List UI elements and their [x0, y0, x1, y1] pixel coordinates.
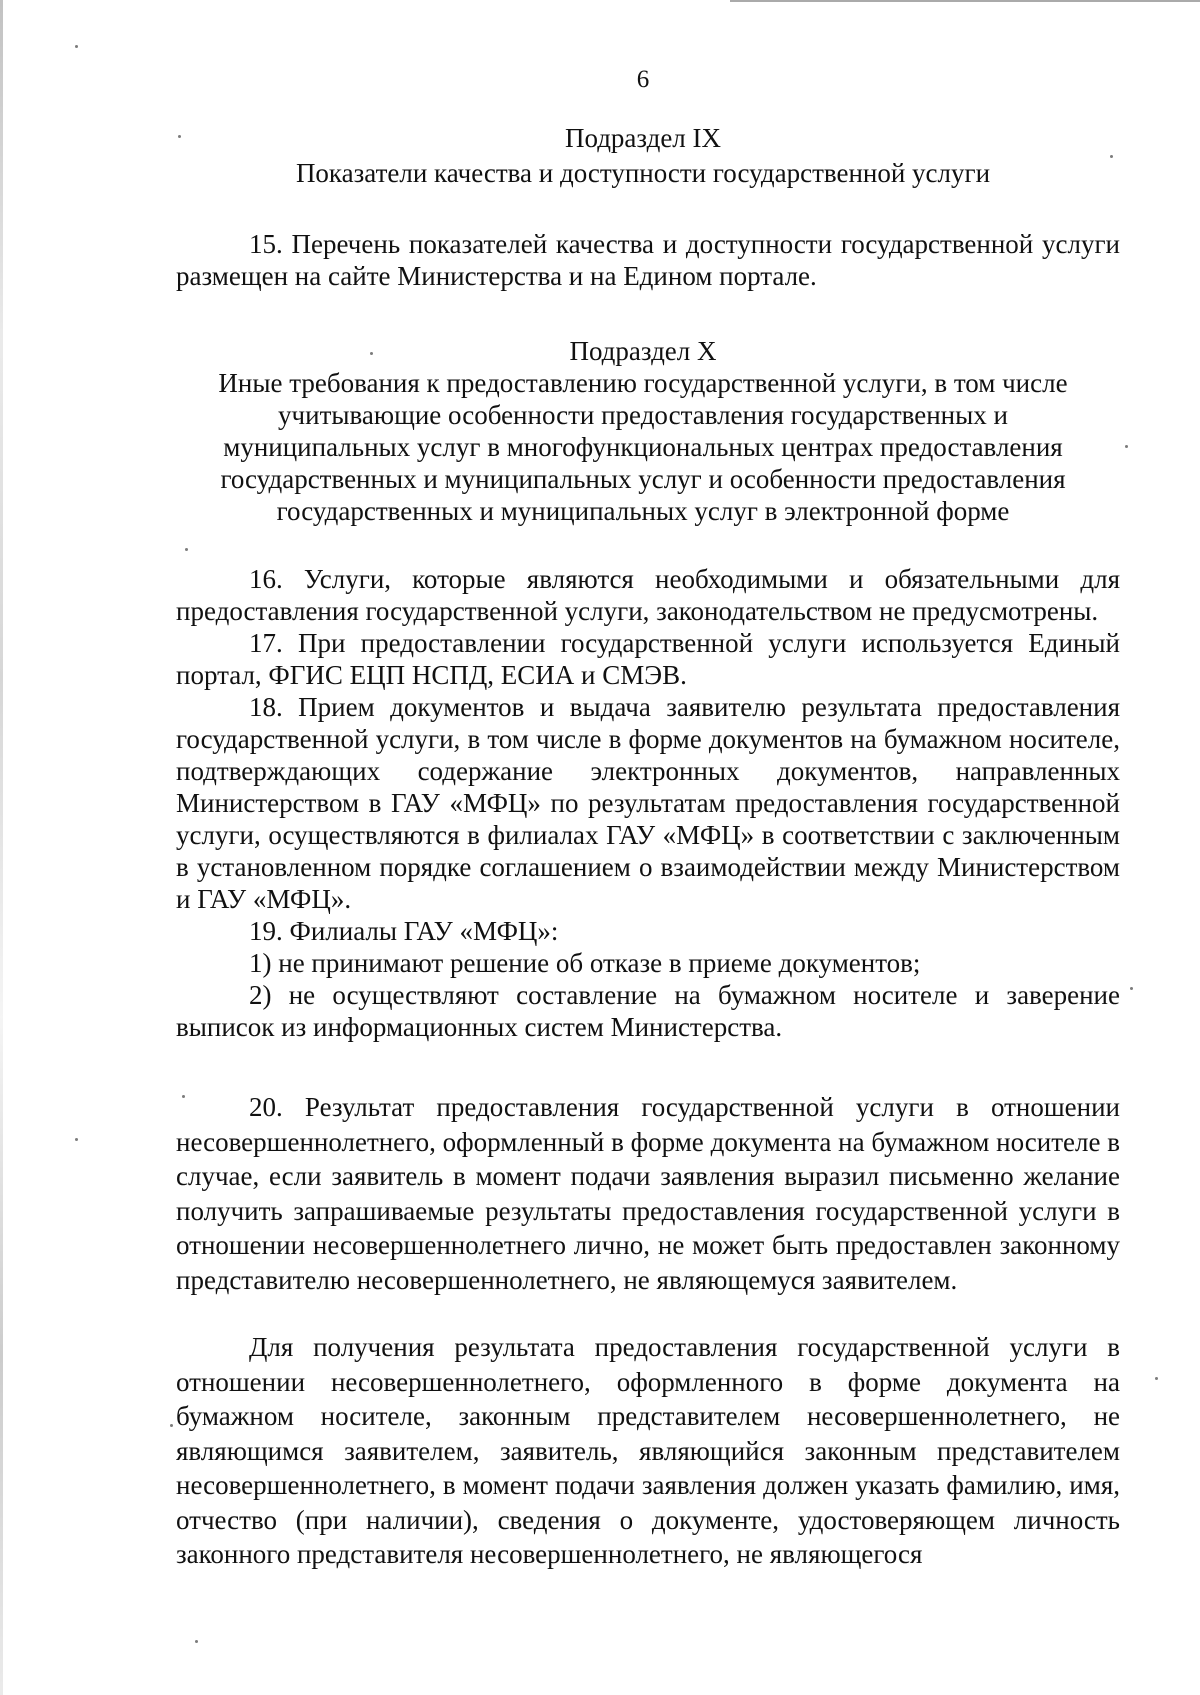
scan-speck: [1155, 1377, 1158, 1380]
paragraph-16: 16. Услуги, которые являются необходимыми и обязательными для предоставления государственной услуги, законодательством не предусмотрены.: [176, 564, 1120, 626]
list-item-19-1: 1) не принимают решение об отказе в приеме документов;: [249, 948, 921, 978]
section-x-heading: Подраздел X: [569, 336, 717, 366]
paragraph-20b-block: [176, 1330, 1120, 1572]
scan-speck: [185, 548, 188, 551]
scan-speck: [370, 352, 373, 355]
scan-edge-left: [0, 0, 3, 1695]
paragraphs-16-19-block: [176, 563, 1120, 1043]
scan-edge-top: [730, 0, 1200, 2]
scan-speck: [1125, 445, 1128, 448]
page-number: 6: [636, 66, 650, 93]
paragraph-20-continuation: Для получения результата предоставления государственной услуги в отношении несовершеннолетнего, оформленного в форме документа на бумажном носителе, законным представителем несовершеннолетнего, не являющимся заявителем, заявитель, являющийся законным представителем несовершеннолетнего, в момент подачи заявления должен указать фамилию, имя, отчество (при наличии), сведения о документе, удостоверяющем личность законного представителя несовершеннолетнего, не являющегося: [176, 1332, 1120, 1569]
section-x-title-line-4: государственных и муниципальных услуг и особенности предоставления: [220, 464, 1066, 494]
scan-speck: [75, 1138, 78, 1141]
scan-speck: [170, 1424, 173, 1427]
paragraph-20: 20. Результат предоставления государственной услуги в отношении несовершеннолетнего, оформленный в форме документа на бумажном носителе в случае, если заявитель в момент подачи заявления выразил письменно желание получить запрашиваемые результаты предоставления государственной услуги в отношении несовершеннолетнего лично, не может быть предоставлен законному представителю несовершеннолетнего, не являющемуся заявителем.: [176, 1092, 1120, 1295]
paragraph-15-block: [176, 228, 1120, 292]
scan-speck: [182, 1095, 185, 1098]
paragraph-15: 15. Перечень показателей качества и доступности государственной услуги размещен на сайте Министерства и на Едином портале.: [176, 229, 1120, 291]
paragraph-20-block: [176, 1090, 1120, 1297]
scan-speck: [178, 135, 181, 138]
paragraph-19: 19. Филиалы ГАУ «МФЦ»:: [249, 916, 559, 946]
scan-speck: [75, 45, 78, 48]
list-item-19-2: 2) не осуществляют составление на бумажном носителе и заверение выписок из информационных систем Министерства.: [176, 980, 1120, 1042]
section-x-title-line-5: государственных и муниципальных услуг в электронной форме: [276, 496, 1010, 526]
scan-speck: [195, 1640, 198, 1643]
paragraph-17: 17. При предоставлении государственной услуги используется Единый портал, ФГИС ЕЦП НСПД, ЕСИА и СМЭВ.: [176, 628, 1120, 690]
scan-speck: [1110, 155, 1113, 158]
section-x-title-line-1: Иные требования к предоставлению государственной услуги, в том числе: [218, 368, 1068, 398]
section-x-title-line-2: учитывающие особенности предоставления государственных и: [278, 400, 1008, 430]
section-x-title-line-3: муниципальных услуг в многофункциональных центрах предоставления: [223, 432, 1063, 462]
section-ix-heading: Подраздел IX: [564, 123, 722, 153]
section-ix-title: Показатели качества и доступности государственной услуги: [295, 158, 991, 188]
scan-speck: [1130, 987, 1133, 990]
paragraph-18: 18. Прием документов и выдача заявителю результата предоставления государственной услуги, в том числе в форме документов на бумажном носителе, подтверждающих содержание электронных документов, направленных Министерством в ГАУ «МФЦ» по результатам предоставления государственной услуги, осуществляются в филиалах ГАУ «МФЦ» в соответствии с заключенным в установленном порядке соглашением о взаимодействии между Министерством и ГАУ «МФЦ».: [176, 692, 1120, 914]
